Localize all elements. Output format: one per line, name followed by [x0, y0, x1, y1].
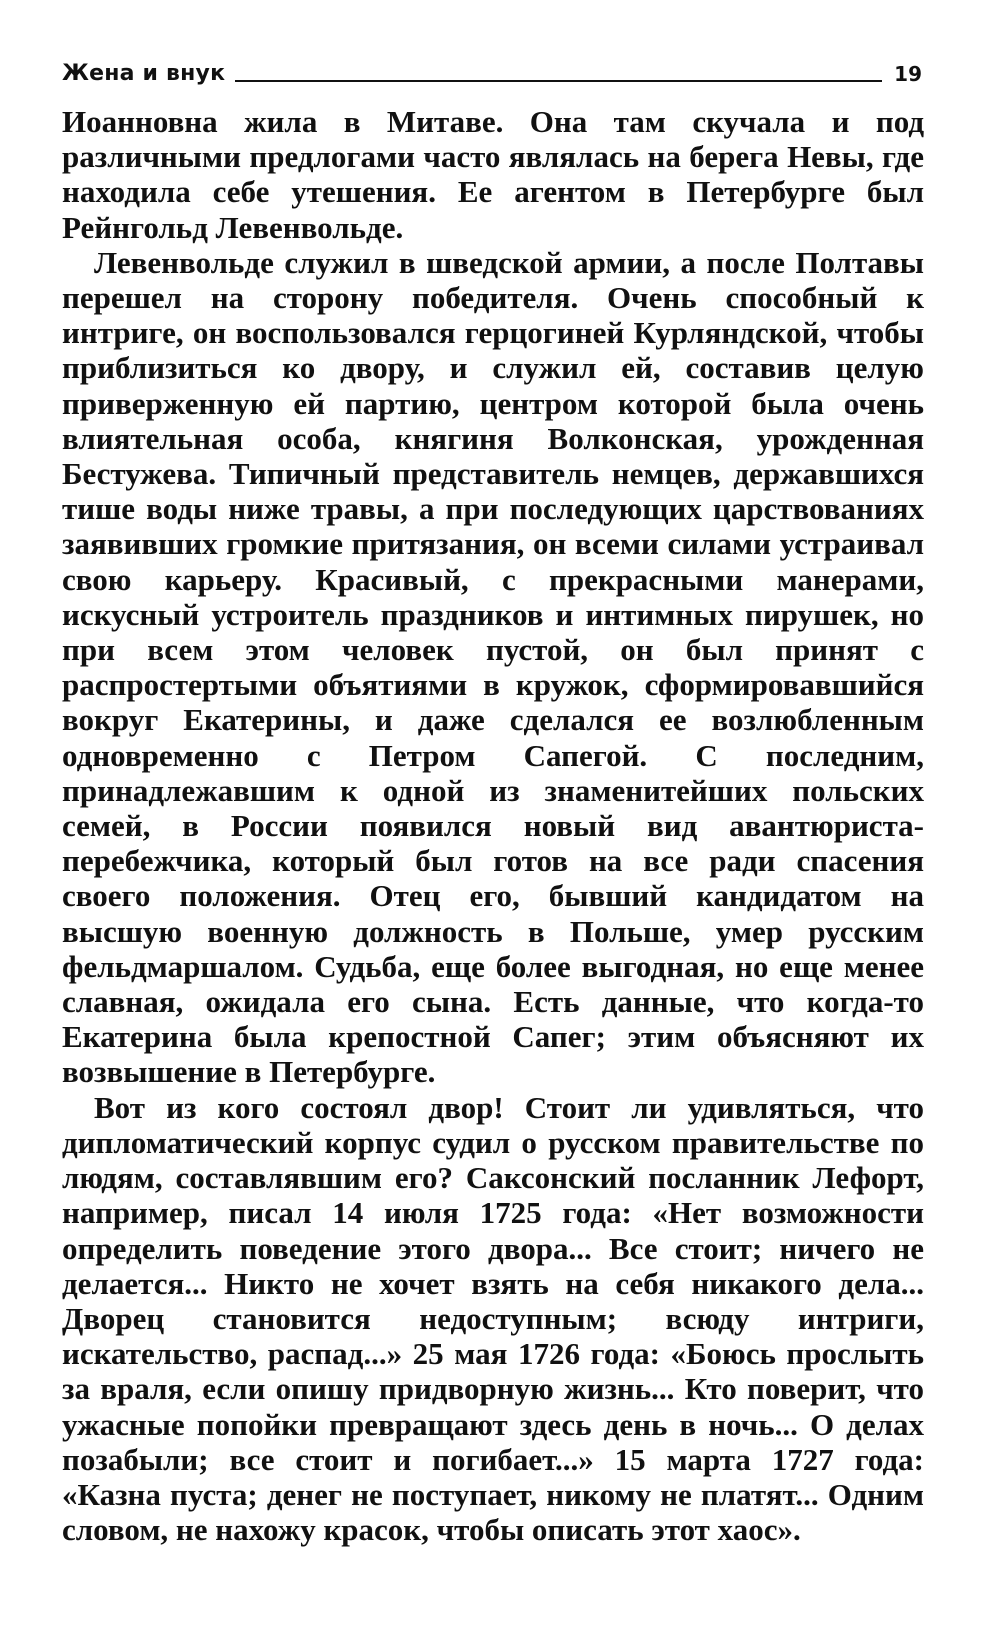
running-title: Жена и внук — [62, 61, 226, 86]
page-number: 19 — [894, 62, 922, 86]
paragraph-court: Вот из кого состоял двор! Стоит ли удивляться, что дипломатический корпус судил о русском правительстве по людям, составлявшим его? Саксонский посланник Лефорт, например, писал 14 июля 1725 года: «Нет возможности определить поведение этого двора... Все стоит; ничего не делается... Никто не хочет взять на себя никакого дела... Дворец становится недоступным; всюду интриги, искательство, распад...» 25 мая 1726 года: «Боюсь прослыть за враля, если опишу придворную жизнь... Кто поверит, что ужасные попойки превращают здесь день в ночь... О делах позабыли; все стоит и погибает...» 15 марта 1727 года: «Казна пуста; денег не поступает, никому не платят... Одним словом, не нахожу красок, чтобы описать этот хаос». — [62, 1089, 924, 1548]
header-rule — [235, 80, 882, 82]
body-text — [62, 104, 924, 1547]
paragraph-levenwolde: Левенвольде служил в шведской армии, а после Полтавы перешел на сторону победителя. Очень способный к интриге, он воспользовался герцогиней Курляндской, чтобы приблизиться ко двору, и служил ей, составив целую приверженную ей партию, центром которой была очень влиятельная особа, княгиня Волконская, урожденная Бестужева. Типичный представитель немцев, державшихся тише воды ниже травы, а при последующих царствованиях заявивших громкие притязания, он всеми силами устраивал свою карьеру. Красивый, с прекрасными манерами, искусный устроитель праздников и интимных пирушек, но при всем этом человек пустой, он был принят с распростертыми объятиями в кружок, сформировавшийся вокруг Екатерины, и даже сделался ее возлюбленным одновременно с Петром Сапегой. С последним, принадлежавшим к одной из знаменитейших польских семей, в России появился новый вид авантюриста-перебежчика, который был готов на все ради спасения своего положения. Отец его, бывший кандидатом на высшую военную должность в Польше, умер русским фельдмаршалом. Судьба, еще более выгодная, но еще менее славная, ожидала его сына. Есть данные, что когда-то Екатерина была крепостной Сапег; этим объясняют их возвышение в Петербурге. — [62, 244, 924, 1090]
paragraph-continuation: Иоанновна жила в Митаве. Она там скучала и под различными предлогами часто являлась на берега Невы, где находила себе утешения. Ее агентом в Петербурге был Рейнгольд Левенвольде. — [62, 104, 924, 245]
page-header — [62, 55, 922, 85]
